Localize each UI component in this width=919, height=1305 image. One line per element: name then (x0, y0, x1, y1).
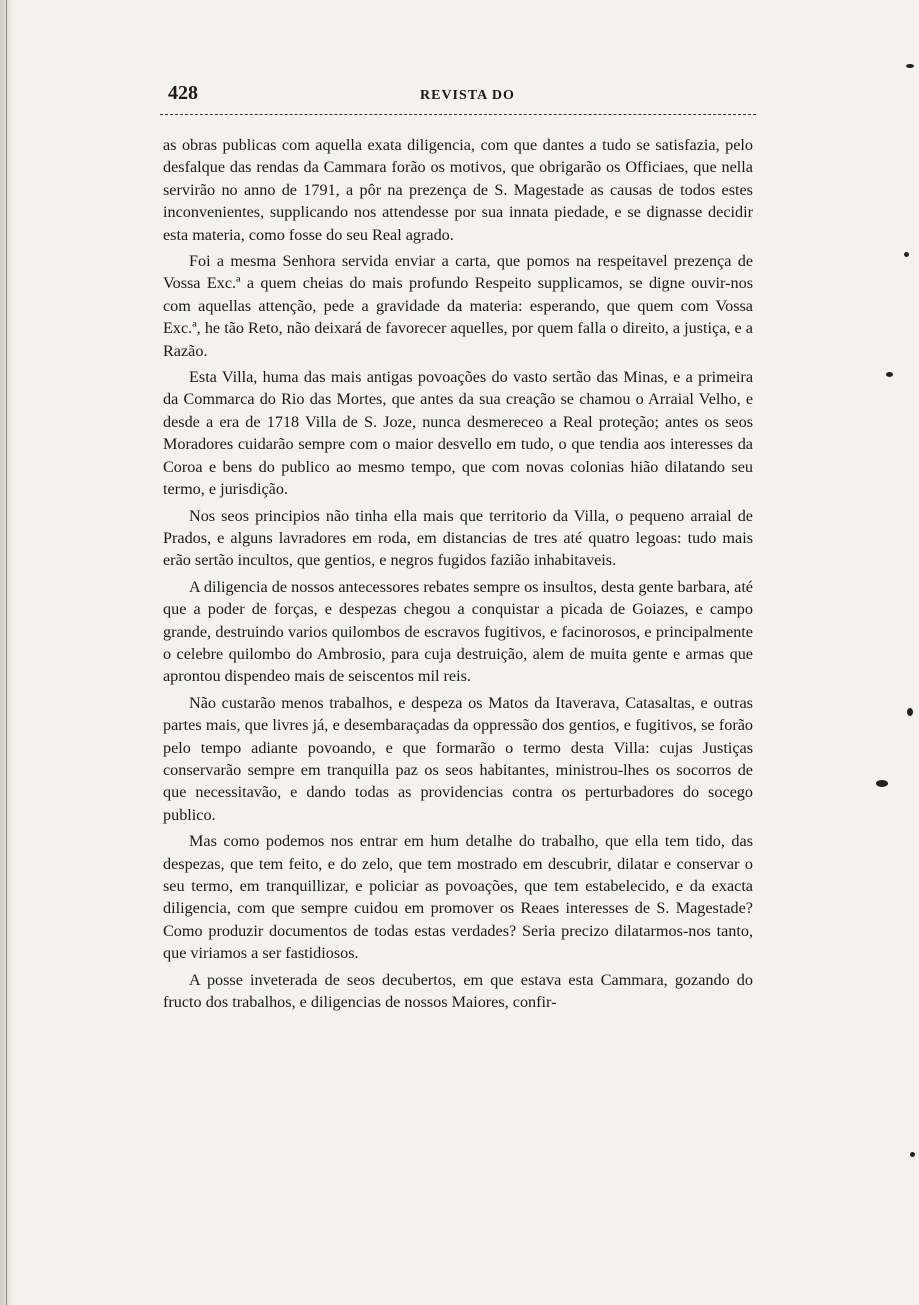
header-rule (160, 114, 756, 115)
ink-speck (904, 252, 909, 257)
paragraph-3: Esta Villa, huma das mais antigas povoações do vasto sertão das Minas, e a primeira da Commarca do Rio das Mortes, que antes da sua creação se chamou o Arraial Velho, e desde a era de 1718 Villa de S. Joze, nunca desmereceo a Real proteção; antes os seos Moradores cuidarão sempre com o maior desvello em tudo, o que tendia aos interesses da Coroa e bens do publico ao mesmo tempo, que com novas colonias hião dilatando seu termo, e jurisdição. (163, 368, 753, 499)
body-text (163, 134, 753, 1017)
ink-speck (910, 1152, 915, 1157)
paragraph-5: A diligencia de nossos antecessores rebates sempre os insultos, desta gente barbara, até que a poder de forças, e despezas chegou a conquistar a picada de Goiazes, e campo grande, destruindo varios quilombos de escravos fugitivos, e facinorosos, e principalmente o celebre quilombo do Ambrosio, para cuja destruição, alem de muita gente e armas que aprontou dispendeo mais de seiscentos mil reis. (163, 577, 753, 686)
paragraph-4: Nos seos principios não tinha ella mais que territorio da Villa, o pequeno arraial de Prados, e alguns lavradores em roda, em distancias de tres até quatro legoas: tudo mais erão sertão incultos, que gentios, e negros fugidos fazião inhabitaveis. (163, 506, 753, 570)
binding-line (6, 0, 7, 1305)
page-header (160, 82, 756, 122)
page-number: 428 (168, 82, 198, 104)
ink-speck (886, 372, 893, 377)
ink-speck (876, 780, 888, 787)
page-binding-edge (0, 0, 14, 1305)
running-head: REVISTA DO (420, 88, 515, 103)
paragraph-6: Não custarão menos trabalhos, e despeza os Matos da Itaverava, Catasaltas, e outras partes mais, que livres já, e desembaraçadas da oppressão dos gentios, e fugitivos, se forão pelo tempo adiante povoando, e que formarão o termo desta Villa: cujas Justiças conservarão sempre em tranquilla paz os seos habitantes, ministrou-lhes os socorros de que necessitavão, e dando todas as providencias contra os perturbadores do socego publico. (163, 693, 753, 824)
ink-speck (906, 64, 914, 68)
paragraph-1: as obras publicas com aquella exata diligencia, com que dantes a tudo se satisfazia, pelo desfalque das rendas da Cammara forão os motivos, que obrigarão os Officiaes, que nella servirão no anno de 1791, a pôr na prezença de S. Magestade as causas de todos estes inconvenientes, supplicando nos attendesse por sua innata piedade, e se dignasse decidir esta materia, como fosse do seu Real agrado. (163, 136, 753, 244)
paragraph-2: Foi a mesma Senhora servida enviar a carta, que pomos na respeitavel prezença de Vossa Exc.ª a quem cheias do mais profundo Respeito supplicamos, se digne ouvir-nos com aquellas attenção, pede a gravidade da materia: esperando, que quem com Vossa Exc.ª, he tão Reto, não deixará de favorecer aquelles, por quem falla o direito, a justiça, e a Razão. (163, 252, 753, 360)
paragraph-7: Mas como podemos nos entrar em hum detalhe do trabalho, que ella tem tido, das despezas, que tem feito, e do zelo, que tem mostrado em descubrir, dilatar e conservar o seu termo, em tranquillizar, e policiar as povoações, que tem estabelecido, e da exacta diligencia, com que sempre cuidou em promover os Reaes interesses de S. Magestade? Como produzir documentos de todas estas verdades? Seria precizo dilatarmos-nos tanto, que viriamos a ser fastidiosos. (163, 832, 753, 963)
ink-speck (907, 708, 913, 716)
paragraph-8: A posse inveterada de seos decubertos, em que estava esta Cammara, gozando do fructo dos trabalhos, e diligencias de nossos Maiores, confir- (163, 970, 753, 1012)
